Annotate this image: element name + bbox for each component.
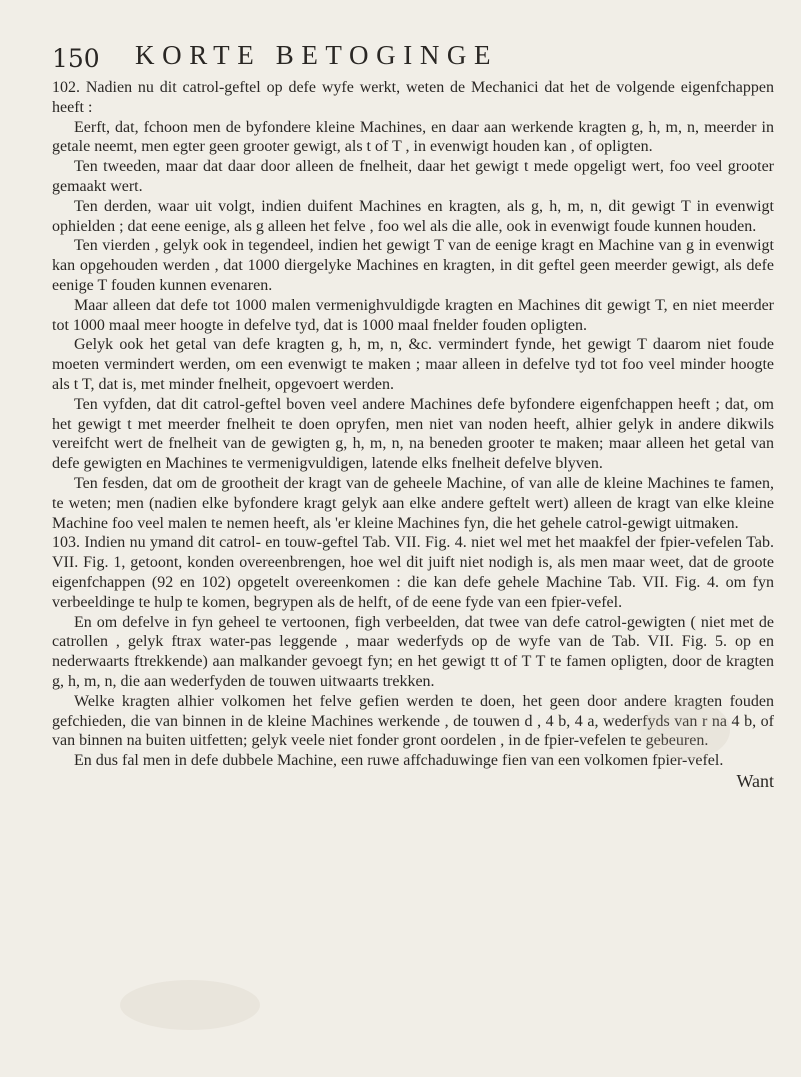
paragraph-welke: Welke kragten alhier volkomen het felve gefien werden te doen, het geen door andere kragten fouden gefchieden, die van binnen in de kleine Machines werkende , de touwen d , 4 b, 4 a, wederfyds van r na 4 b, of van binnen na buiten uitfetten; gelyk veele niet fonder gront oordelen , in de fpier-vefelen te gebeuren.	[52, 692, 774, 750]
paper-stain	[640, 700, 730, 760]
catchword: Want	[736, 770, 774, 791]
paper-stain	[120, 980, 260, 1030]
paragraph-103: 103. Indien nu ymand dit catrol- en touw-geftel Tab. VII. Fig. 4. niet wel met het maakfel der fpier-vefelen Tab. VII. Fig. 1, getoont, konden overeenbrengen, hoe wel dit juift niet nodigh is, als men maar weet, dat de groote eigenfchappen (92 en 102) opgetelt overeenkomen : die kan defe gehele Machine Tab. VII. Fig. 4. om fyn verbeeldinge te hulp te komen, begrypen als de helft, of de eene fyde van een fpier-vefel.	[52, 534, 774, 611]
page-number: 150	[52, 44, 100, 73]
running-head	[52, 40, 773, 76]
paragraph-gelyk-ook: Gelyk ook het getal van defe kragten g, h, m, n, &c. vermindert fynde, het gewigt T daarom niet foude moeten vermindert werden, om een evenwigt te maken ; maar alleen in defelve tyd tot foo veel minder hoogte als t T, dat is, met minder fnelheit, opgevoert werden.	[52, 336, 774, 393]
paragraph-en-om: En om defelve in fyn geheel te vertoonen, figh verbeelden, dat twee van defe catrol-gewigten ( niet met de catrollen , gelyk ftrax water-pas leggende , maar wederfyds op de wyfe van de Tab. VII. Fig. 5. op en nederwaarts ftrekkende) aan malkander gevoegt fyn; en het gewigt tt of T T te famen opligten, door de kragten g, h, m, n, die aan wederfyden de touwen uitwaarts trekken.	[52, 613, 774, 690]
paragraph-vyfden: Ten vyfden, dat dit catrol-geftel boven veel andere Machines defe byfondere eigenfchappen heeft ; dat, om het gewigt t met meerder fnelheit te doen opryfen, men niet van noden heeft, alhier gelyk in andere dikwils vereifcht wert de fnelheit van de gewigten g, h, m, n, na beneden grooter te maken; maar alleen het getal van defe gewigten en Machines te vermenigvuldigen, latende elks fnelheit defelve blyven.	[52, 395, 774, 473]
paragraph-102: 102. Nadien nu dit catrol-geftel op defe wyfe werkt, weten de Mechanici dat het de volgende eigenfchappen heeft :	[52, 79, 774, 116]
paragraph-maar-alleen: Maar alleen dat defe tot 1000 malen vermenighvuldigde kragten en Machines dit gewigt T, en niet meerder tot 1000 maal meer hoogte in defelve tyd, dat is 1000 maal fnelder fouden opligten.	[52, 296, 774, 334]
body-text	[52, 78, 774, 771]
paragraph-eerst: Eerft, dat, fchoon men de byfondere kleine Machines, en daar aan werkende kragten g, h, m, n, meerder in getale neemt, men egter geen grooter gewigt, als t of T , in evenwigt houden kan , of opligten.	[52, 118, 774, 156]
paragraph-fesden: Ten fesden, dat om de grootheit der kragt van de geheele Machine, of van alle de kleine Machines te famen, te weten; men (nadien elke byfondere kragt gelyk aan elke andere geftelt wert) alleen de kragt van elke kleine Machine foo veel malen te nemen heeft, als 'er kleine Machines fyn, die het gehele catrol-gewigt uitmaken.	[52, 474, 774, 532]
paragraph-vierden: Ten vierden , gelyk ook in tegendeel, indien het gewigt T van de eenige kragt en Machine van g in evenwigt kan opgehouden werden , dat 1000 diergelyke Machines en kragten, in dit geftel geen meerder gewigt, als defe eenige T fouden kunnen evenaren.	[52, 237, 774, 294]
page-title: KORTE BETOGINGE	[135, 40, 499, 70]
paragraph-en-dus: En dus fal men in defe dubbele Machine, een ruwe affchaduwinge fien van een volkomen fpier-vefel.	[74, 752, 724, 770]
paragraph-derden: Ten derden, waar uit volgt, indien duifent Machines en kragten, als g, h, m, n, dit gewigt T in evenwigt ophielden ; dat eene eenige, als g alleen het felve , foo wel als die alle, ook in evenwigt foude kunnen houden.	[52, 197, 774, 235]
paragraph-tweeden: Ten tweeden, maar dat daar door alleen de fnelheit, daar het gewigt t mede opgeligt wert, foo veel grooter gemaakt wert.	[52, 158, 774, 195]
